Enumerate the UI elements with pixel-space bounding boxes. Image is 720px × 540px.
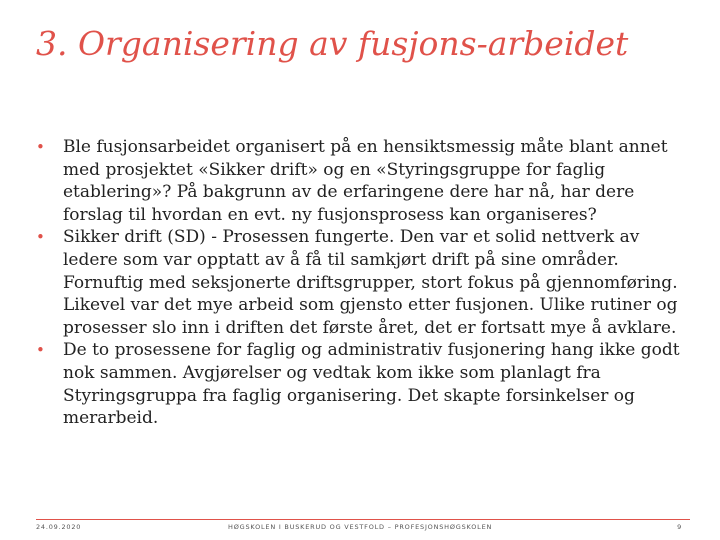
- list-item: [36, 136, 696, 226]
- bullet-dot-icon: •: [36, 341, 45, 360]
- footer-date: 24.09.2020: [36, 523, 82, 531]
- footer-organization: HØGSKOLEN I BUSKERUD OG VESTFOLD – PROFESJONSHØGSKOLEN: [228, 523, 493, 531]
- list-item: [36, 339, 696, 429]
- list-item: [36, 226, 696, 339]
- footer-divider: [36, 519, 690, 520]
- bullet-text: De to prosessene for faglig og administrativ fusjonering hang ikke godt nok sammen. Avgjørelser og vedtak kom ikke som planlagt fra Styringsgruppa fra faglig organisering. Det skapte forsinkelser og merarbeid.: [63, 340, 680, 429]
- bullet-dot-icon: •: [36, 228, 45, 247]
- bullet-dot-icon: •: [36, 138, 45, 156]
- page-number: 9: [677, 523, 682, 531]
- bullet-text: Ble fusjonsarbeidet organisert på en hensiktsmessig måte blant annet med prosjektet «Sikker drift» og en «Styringsgruppe for faglig etablering»? På bakgrunn av de erfaringene dere har nå, har dere forslag til hvordan en evt. ny fusjonsprosess kan organiseres?: [63, 137, 668, 225]
- slide-title: 3. Organisering av fusjons-arbeidet: [36, 24, 629, 63]
- bullet-list: [36, 136, 696, 430]
- bullet-text: Sikker drift (SD) - Prosessen fungerte. Den var et solid nettverk av ledere som var opptatt av å få til samkjørt drift på sine områder. Fornuftig med seksjonerte driftsgrupper, stort fokus på gjennomføring. Likevel var det mye arbeid som gjensto etter fusjonen. Ulike rutiner og prosesser slo inn i driften det første året, det er fortsatt mye å avklare.: [63, 227, 678, 338]
